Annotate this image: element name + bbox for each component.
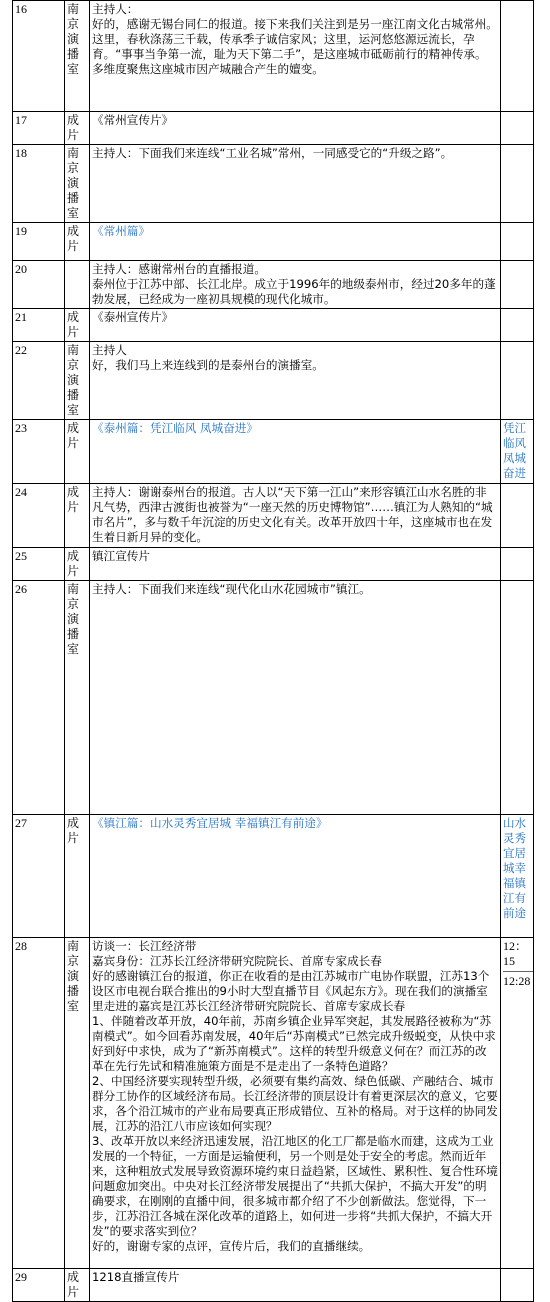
row-content: [90, 548, 501, 581]
row-content: [90, 815, 501, 938]
row-content: [90, 309, 501, 342]
content-line: 好，我们马上来连线到的是泰州台的演播室。: [92, 358, 324, 372]
row-type: 成片: [65, 223, 90, 261]
content-line: 1、伴随着改革开放，40年前，苏南乡镇企业异军突起，其发展路径被称为“苏南模式”。如今回看苏南发展，40年后“苏南模式”已然完成升级蜕变，从快中求好到好中求快，成为了“新苏南模式”。这样的转型升级意义何在？而江苏的改革在先行先试和精准施策方面是不是走出了一条特色道路？: [92, 1014, 496, 1073]
row-content: [90, 145, 501, 223]
row-number: 20: [13, 261, 65, 309]
content-line: 2、中国经济要实现转型升级，必须要有集约高效、绿色低碳、产融结合、城市群分工协作的区域经济布局。长江经济带的顶层设计有着更深层次的意义，它要求，各个沿江城市的产业布局要真正形成错位、互补的格局。对于这样的协同发展，江苏的沿江八市应该如何实现？: [92, 1074, 498, 1133]
row-content: [90, 938, 501, 1269]
row-note: [501, 145, 534, 223]
row-type: 南京演播室: [65, 1, 90, 112]
content-line: 主持人: [92, 343, 127, 357]
content-line: 访谈一：长江经济带: [92, 939, 197, 953]
content-line: 《常州宣传片》: [92, 113, 174, 127]
content-line: 1218直播宣传片: [92, 1270, 180, 1284]
table-row: [13, 223, 534, 261]
table-row: [13, 581, 534, 815]
table-row: [13, 484, 534, 548]
row-number: 16: [13, 1, 65, 112]
row-type: 成片: [65, 420, 90, 484]
row-type: 南京演播室: [65, 342, 90, 420]
content-line: 嘉宾身份：江苏长江经济带研究院院长、首席专家成长春: [92, 954, 382, 968]
row-content: [90, 261, 501, 309]
content-line: 主持人：下面我们来连线“现代化山水花园城市”镇江。: [92, 582, 371, 596]
row-note: 山水灵秀宜居城幸福镇江有前途: [501, 815, 534, 938]
content-line: 《镇江篇：山水灵秀宜居城 幸福镇江有前途》: [92, 816, 328, 830]
row-note: [501, 938, 534, 1269]
row-note: [501, 261, 534, 309]
row-number: 27: [13, 815, 65, 938]
row-note: [501, 1269, 534, 1302]
table-row: [13, 548, 534, 581]
table-row: [13, 145, 534, 223]
row-number: 24: [13, 484, 65, 548]
row-note: [501, 309, 534, 342]
row-number: 19: [13, 223, 65, 261]
content-line: 泰州位于江苏中部、长江北岸。成立于1996年的地级泰州市，经过20多年的蓬勃发展，已经成为一座初具规模的现代化城市。: [92, 277, 496, 306]
row-note: [501, 484, 534, 548]
row-content: [90, 223, 501, 261]
table-row: [13, 815, 534, 938]
row-number: 25: [13, 548, 65, 581]
content-line: 《泰州宣传片》: [92, 310, 174, 324]
end-time: 12:28: [503, 974, 531, 988]
row-content: [90, 581, 501, 815]
row-type: 成片: [65, 815, 90, 938]
table-row: [13, 112, 534, 145]
row-content: [90, 342, 501, 420]
row-content: [90, 112, 501, 145]
row-note: [501, 581, 534, 815]
row-type: 成片: [65, 309, 90, 342]
content-line: 好的感谢镇江台的报道，你正在收看的是由江苏城市广电协作联盟，江苏13个设区市电视台联合推出的9小时大型直播节目《风起东方》。现在我们的演播室里走进的嘉宾是江苏长江经济带研究院院长、首席专家成长春: [92, 969, 490, 1013]
time-divider: [503, 971, 533, 972]
row-number: 21: [13, 309, 65, 342]
table-row: [13, 420, 534, 484]
row-note: [501, 1, 534, 112]
table-row: [13, 342, 534, 420]
table-row: [13, 1269, 534, 1302]
row-type: 成片: [65, 548, 90, 581]
row-type: 成片: [65, 112, 90, 145]
row-type: 南京演播室: [65, 581, 90, 815]
row-number: 23: [13, 420, 65, 484]
table-row: [13, 1, 534, 112]
row-number: 26: [13, 581, 65, 815]
row-number: 18: [13, 145, 65, 223]
start-time: 12：15: [503, 939, 528, 968]
content-line: 好的，谢谢专家的点评，宣传片后，我们的直播继续。: [92, 1239, 371, 1253]
row-content: [90, 484, 501, 548]
row-type: 南京演播室: [65, 938, 90, 1269]
table-row: [13, 938, 534, 1269]
row-note: [501, 342, 534, 420]
content-line: 好的，感谢无锡台同仁的报道。接下来我们关注到是另一座江南文化古城常州。这里，春秋涤荡三千载，传承季子诚信家风；这里，运河悠悠源远流长，孕育。“事事当争第一流，耻为天下第二手”，是这座城市砥砺前行的精神传承。多维度聚焦这座城市因产城融合产生的嬗变。: [92, 17, 498, 76]
rundown-table: [12, 0, 534, 1302]
row-note: 凭江临风凤城奋进: [501, 420, 534, 484]
row-content: [90, 1, 501, 112]
content-line: 主持人：感谢常州台的直播报道。: [92, 262, 266, 276]
content-line: 主持人：: [92, 2, 139, 16]
row-note: [501, 548, 534, 581]
content-line: 镇江宣传片: [92, 549, 150, 563]
row-number: 29: [13, 1269, 65, 1302]
row-number: 17: [13, 112, 65, 145]
table-row: [13, 309, 534, 342]
row-number: 22: [13, 342, 65, 420]
row-content: [90, 420, 501, 484]
content-line: 主持人：谢谢泰州台的报道。古人以“天下第一江山”来形容镇江山水名胜的非凡气势，西津古渡街也被誉为“一座天然的历史博物馆”……镇江为人熟知的“城市名片”，多与数千年沉淀的历史文化有关。改革开放四十年，这座城市也在发生着日新月异的变化。: [92, 485, 493, 544]
row-type: [65, 261, 90, 309]
content-line: 主持人：下面我们来连线“工业名城”常州，一同感受它的“升级之路”。: [92, 146, 453, 160]
table-row: [13, 261, 534, 309]
row-note: [501, 223, 534, 261]
content-line: 《泰州篇：凭江临风 凤城奋进》: [92, 421, 258, 435]
content-line: 3、改革开放以来经济迅速发展，沿江地区的化工厂都是临水而建，这成为工业发展的一个特征，一方面是运输便利，另一个则是处于安全的考虑。然而近年来，这种粗放式发展导致资源环境约束日益趋紧，区域性、累积性、复合性环境问题愈加突出。中央对长江经济带发展提出了“共抓大保护，不搞大开发”的明确要求，在刚刚的直播中间，很多城市都介绍了不少创新做法。您觉得，下一步，江苏沿江各城在深化改革的道路上，如何进一步将“共抓大保护，不搞大开发”的要求落实到位？: [92, 1134, 498, 1238]
row-number: 28: [13, 938, 65, 1269]
row-type: 成片: [65, 1269, 90, 1302]
row-type: 南京演播室: [65, 145, 90, 223]
content-line: 《常州篇》: [92, 224, 150, 238]
row-note: [501, 112, 534, 145]
row-type: 成片: [65, 484, 90, 548]
row-content: [90, 1269, 501, 1302]
